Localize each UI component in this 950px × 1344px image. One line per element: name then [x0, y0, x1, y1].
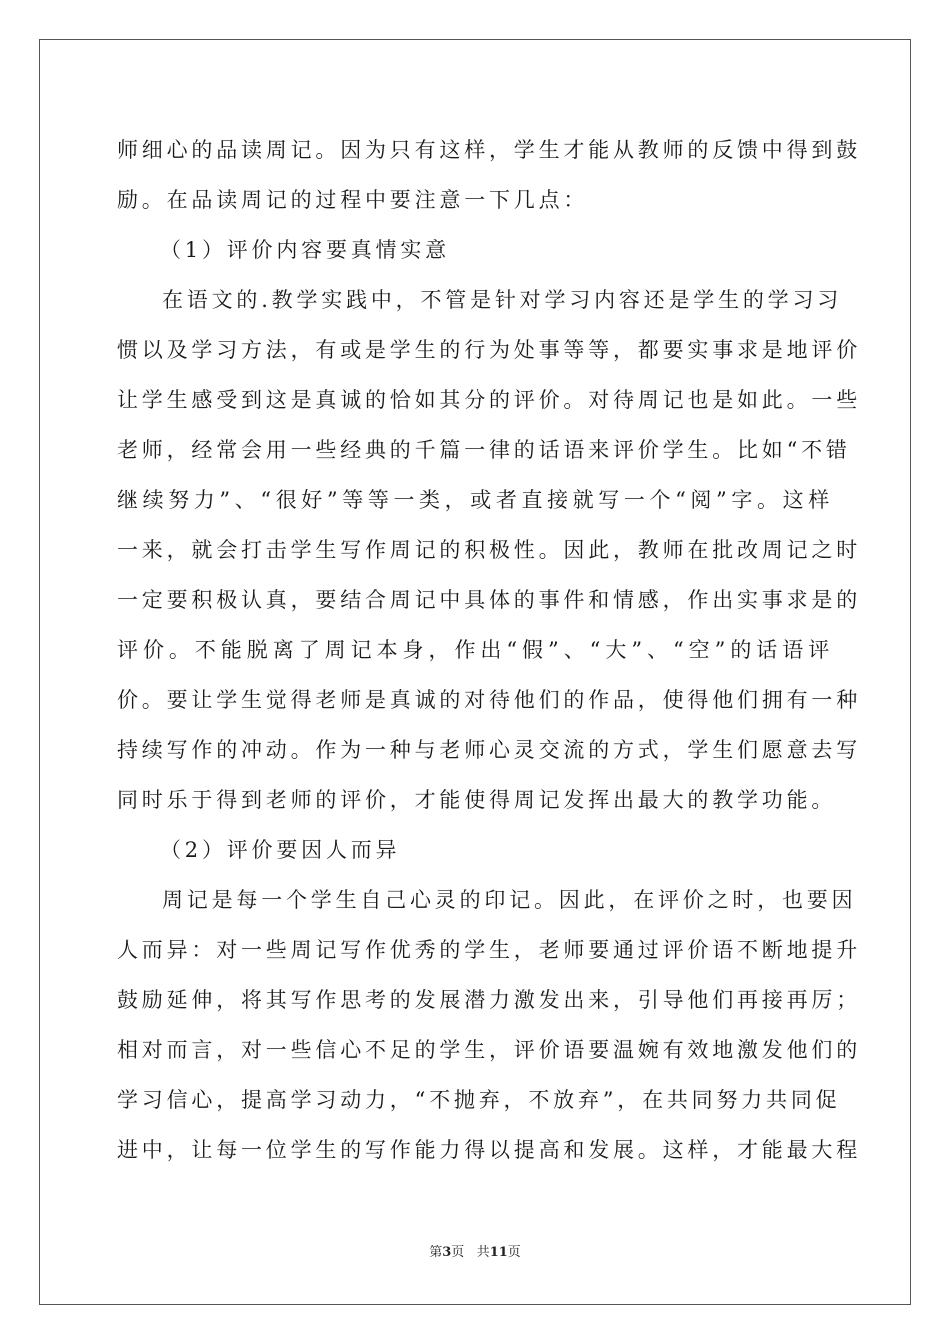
text-line-5: 惯以及学习方法，有或是学生的行为处事等等，都要实事求是地评价	[117, 338, 861, 362]
text-line-16: 周记是每一个学生自己心灵的印记。因此，在评价之时，也要因	[162, 888, 857, 912]
text-line-7: 老师，经常会用一些经典的千篇一律的话语来评价学生。比如“不错	[117, 438, 851, 462]
page-suffix: 页	[451, 1245, 465, 1260]
total-prefix: 共	[476, 1245, 490, 1260]
section-heading-2: （2）评价要因人而异	[160, 838, 401, 862]
section-heading-1: （1）评价内容要真情实意	[160, 238, 450, 262]
text-line-8: 继续努力”、“很好”等等一类，或者直接就写一个“阅”字。这样	[117, 488, 833, 512]
text-line-4: 在语文的.教学实践中，不管是针对学习内容还是学生的学习习	[162, 288, 843, 312]
page-prefix: 第	[429, 1245, 443, 1260]
text-line-10: 一定要积极认真，要结合周记中具体的事件和情感，作出实事求是的	[117, 588, 861, 612]
text-line-20: 学习信心，提高学习动力，“不抛弃，不放弃”，在共同努力共同促	[117, 1088, 841, 1112]
total-suffix: 页	[507, 1245, 521, 1260]
page-border	[39, 39, 911, 1305]
text-line-2: 励。在品读周记的过程中要注意一下几点：	[117, 188, 589, 212]
text-line-21: 进中，让每一位学生的写作能力得以提高和发展。这样，才能最大程	[117, 1138, 861, 1162]
text-line-11: 评价。不能脱离了周记本身，作出“假”、“大”、“空”的话语评	[117, 638, 833, 662]
text-line-18: 鼓励延伸，将其写作思考的发展潜力激发出来，引导他们再接再厉；	[117, 988, 861, 1012]
text-line-13: 持续写作的冲动。作为一种与老师心灵交流的方式，学生们愿意去写	[117, 738, 861, 762]
text-line-9: 一来，就会打击学生写作周记的积极性。因此，教师在批改周记之时	[117, 538, 861, 562]
text-line-14: 同时乐于得到老师的评价，才能使得周记发挥出最大的教学功能。	[117, 788, 837, 812]
total-page-count: 11	[489, 1245, 508, 1260]
text-line-19: 相对而言，对一些信心不足的学生，评价语要温婉有效地激发他们的	[117, 1038, 861, 1062]
text-line-12: 价。要让学生觉得老师是真诚的对待他们的作品，使得他们拥有一种	[117, 688, 861, 712]
text-line-17: 人而异：对一些周记写作优秀的学生，老师要通过评价语不断地提升	[117, 938, 861, 962]
text-line-1: 师细心的品读周记。因为只有这样，学生才能从教师的反馈中得到鼓	[117, 138, 861, 162]
text-line-6: 让学生感受到这是真诚的恰如其分的评价。对待周记也是如此。一些	[117, 388, 861, 412]
current-page-number: 3	[442, 1245, 452, 1260]
page-footer	[0, 1244, 950, 1262]
